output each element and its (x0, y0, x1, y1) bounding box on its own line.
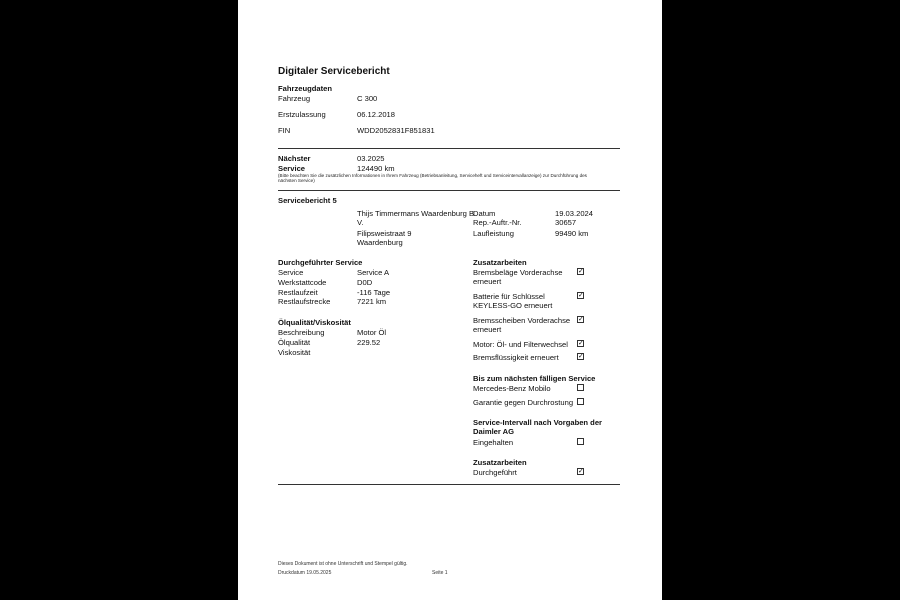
checkbox-bremsscheiben: ✓ (578, 316, 584, 323)
fin-label: FIN (278, 126, 291, 135)
checkbox-mobilo (577, 384, 584, 391)
werkstatt-value: D0D (357, 278, 373, 287)
dealer-line-1: Thijs Timmermans Waardenburg B. (357, 209, 477, 218)
restlaufstrecke-label: Restlaufstrecke (278, 297, 331, 306)
checkbox-bremsfluessigkeit: ✓ (578, 353, 584, 360)
bis-naechsten-heading: Bis zum nächsten fälligen Service (473, 374, 596, 383)
laufleistung-label: Laufleistung (473, 229, 514, 238)
datum-label: Datum (473, 209, 496, 218)
next-service-label: Nächster (278, 154, 311, 163)
durchgefuehrt-heading: Durchgeführter Service (278, 258, 363, 267)
intervall-item-eingehalten: Eingehalten (473, 438, 514, 447)
next-service-km: 124490 km (357, 164, 395, 173)
viskositaet-label: Viskosität (278, 348, 311, 357)
restlaufstrecke-value: 7221 km (357, 297, 387, 306)
document-title: Digitaler Servicebericht (278, 66, 390, 77)
beschreibung-value: Motor Öl (357, 328, 387, 337)
checkbox-bremsbelaege: ✓ (578, 268, 584, 275)
bis-item-mobilo: Mercedes-Benz Mobilo (473, 384, 551, 393)
zusatz-item-batterie: Batterie für Schlüssel KEYLESS-GO erneuert (473, 292, 553, 310)
restlaufzeit-value: -116 Tage (357, 288, 391, 297)
divider (278, 190, 620, 191)
footer-note: Dieses Dokument ist ohne Unterschrift und Stempel gültig. (278, 561, 408, 567)
next-service-date: 03.2025 (357, 154, 385, 163)
beschreibung-label: Beschreibung (278, 328, 325, 337)
checkbox-eingehalten (577, 438, 584, 445)
dealer-line-3: Filipsweistraat 9 (357, 229, 412, 238)
next-service-note: (Bitte beachten Sie die zusätzlichen Informationen in Ihrem Fahrzeug (Betriebsanleitung, Serviceheft und Serviceintervallanzeige) zur Durchführung des nächsten Service) (278, 173, 587, 184)
checkbox-oelwechsel: ✓ (578, 340, 584, 347)
bis-item-durchrostung: Garantie gegen Durchrostung (473, 398, 574, 407)
werkstatt-label: Werkstattcode (278, 278, 327, 287)
oelqualitaet-value: 229.52 (357, 338, 381, 347)
restlaufzeit-label: Restlaufzeit (278, 288, 318, 297)
intervall-heading: Service-Intervall nach Vorgaben der Daimler AG (473, 418, 603, 436)
document-page (238, 0, 662, 600)
service-label: Service (278, 268, 304, 277)
next-service-label-2: Service (278, 164, 306, 173)
servicebericht-heading: Servicebericht 5 (278, 196, 337, 205)
zusatzarbeiten2-heading: Zusatzarbeiten (473, 458, 527, 467)
fahrzeug-value: C 300 (357, 94, 378, 103)
checkbox-durchrostung (577, 398, 584, 405)
service-value: Service A (357, 268, 390, 277)
divider (278, 484, 620, 485)
fahrzeugdaten-heading: Fahrzeugdaten (278, 84, 333, 93)
fin-value: WDD2052831F851831 (357, 126, 435, 135)
laufleistung-value: 99490 km (555, 229, 589, 238)
checkbox-durchgefuehrt: ✓ (578, 468, 584, 475)
zusatz-item-bremsbelaege: Bremsbeläge Vorderachse erneuert (473, 268, 563, 286)
erstzulassung-label: Erstzulassung (278, 110, 326, 119)
dealer-line-2: V. (357, 218, 364, 227)
zusatz2-item-durchgefuehrt: Durchgeführt (473, 468, 517, 477)
checkbox-batterie: ✓ (578, 292, 584, 299)
divider (278, 148, 620, 149)
rep-value: 30657 (555, 218, 577, 227)
rep-label: Rep.-Auftr.-Nr. (473, 218, 522, 227)
oel-heading: Ölqualität/Viskosität (278, 318, 351, 327)
zusatz-item-oelwechsel: Motor: Öl- und Filterwechsel (473, 340, 568, 349)
footer-druckdatum: Druckdatum 19.05.2025 (278, 570, 332, 576)
fahrzeug-label: Fahrzeug (278, 94, 311, 103)
zusatz-item-bremsfluessigkeit: Bremsflüssigkeit erneuert (473, 353, 559, 362)
datum-value: 19.03.2024 (555, 209, 594, 218)
zusatzarbeiten-heading: Zusatzarbeiten (473, 258, 527, 267)
oelqualitaet-label: Ölqualität (278, 338, 311, 347)
footer-seite: Seite 1 (432, 570, 448, 576)
zusatz-item-bremsscheiben: Bremsscheiben Vorderachse erneuert (473, 316, 571, 334)
dealer-line-4: Waardenburg (357, 238, 403, 247)
erstzulassung-value: 06.12.2018 (357, 110, 396, 119)
